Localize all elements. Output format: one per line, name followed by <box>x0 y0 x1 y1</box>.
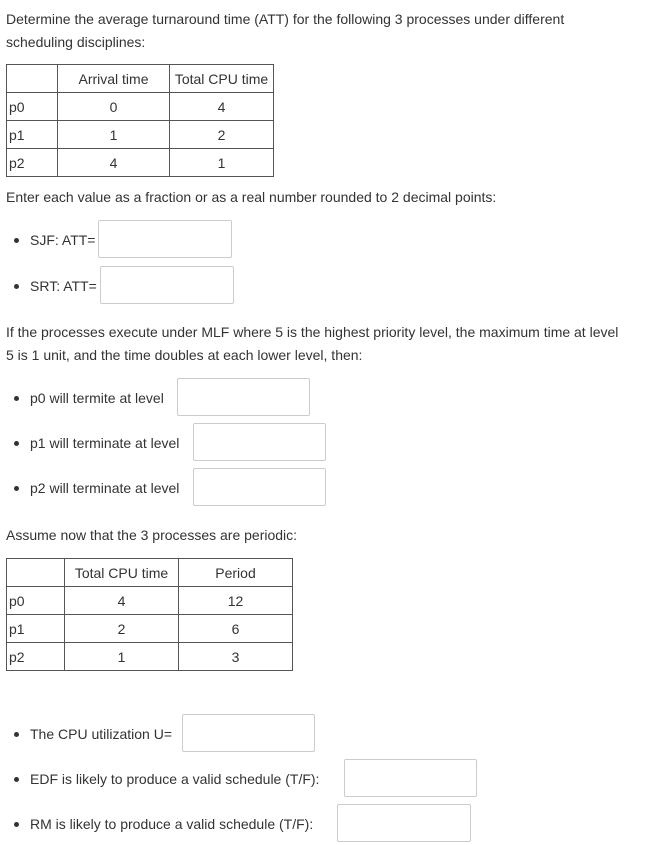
cpu-time-cell: 2 <box>170 121 274 149</box>
cpu-time-cell: 4 <box>170 93 274 121</box>
periodic-table <box>6 558 293 671</box>
bullet-icon <box>14 732 19 737</box>
process-name-cell: p2 <box>7 643 65 671</box>
edf-valid-input[interactable] <box>344 759 477 797</box>
table-row <box>7 587 293 615</box>
intro-line-2: scheduling disciplines: <box>6 34 146 50</box>
process-name-cell: p0 <box>7 587 65 615</box>
table-row <box>7 93 274 121</box>
cpu-time-cell: 1 <box>65 643 179 671</box>
mlf-text <box>6 321 666 367</box>
cpu-time-cell: 1 <box>170 149 274 177</box>
table-header-cell: Period <box>179 559 293 587</box>
arrival-time-cell: 4 <box>58 149 170 177</box>
p2-level-label: p2 will terminate at level <box>30 480 180 496</box>
periodic-intro-text: Assume now that the 3 processes are periodic: <box>6 527 298 543</box>
period-cell: 12 <box>179 587 293 615</box>
cpu-time-cell: 2 <box>65 615 179 643</box>
p0-level-label: p0 will termite at level <box>30 390 164 406</box>
bullet-icon <box>14 238 19 243</box>
table-header-cell: Total CPU time <box>170 65 274 93</box>
table-row <box>7 615 293 643</box>
cpu-utilization-input[interactable] <box>182 714 315 752</box>
bullet-icon <box>14 822 19 827</box>
process-name-cell: p2 <box>7 149 58 177</box>
edf-valid-label: EDF is likely to produce a valid schedule (T/F): <box>30 771 320 787</box>
instruction-text: Enter each value as a fraction or as a real number rounded to 2 decimal points: <box>6 189 497 205</box>
bullet-icon <box>14 441 19 446</box>
sjf-att-input[interactable] <box>98 220 232 258</box>
p1-level-label: p1 will terminate at level <box>30 435 180 451</box>
arrival-time-cell: 1 <box>58 121 170 149</box>
table-header-cell: Total CPU time <box>65 559 179 587</box>
table-header-cell: Arrival time <box>58 65 170 93</box>
period-cell: 6 <box>179 615 293 643</box>
intro-line-1: Determine the average turnaround time (ATT) for the following 3 processes under different <box>6 11 565 27</box>
table-header-row <box>7 65 274 93</box>
rm-valid-label: RM is likely to produce a valid schedule (T/F): <box>30 816 314 832</box>
table-row <box>7 149 274 177</box>
srt-att-label: SRT: ATT= <box>30 278 97 294</box>
mlf-line-1: If the processes execute under MLF where 5 is the highest priority level, the maximum time at level <box>6 324 619 340</box>
cpu-utilization-label: The CPU utilization U= <box>30 726 173 742</box>
p2-level-input[interactable] <box>193 468 326 506</box>
rm-valid-input[interactable] <box>337 804 471 842</box>
p0-level-input[interactable] <box>177 378 310 416</box>
arrival-table <box>6 64 274 177</box>
table-header-row <box>7 559 293 587</box>
cpu-time-cell: 4 <box>65 587 179 615</box>
bullet-icon <box>14 396 19 401</box>
process-name-cell: p1 <box>7 121 58 149</box>
table-header-cell <box>7 559 65 587</box>
sjf-att-label: SJF: ATT= <box>30 232 96 248</box>
bullet-icon <box>14 486 19 491</box>
arrival-time-cell: 0 <box>58 93 170 121</box>
bullet-icon <box>14 284 19 289</box>
period-cell: 3 <box>179 643 293 671</box>
mlf-line-2: 5 is 1 unit, and the time doubles at each lower level, then: <box>6 347 363 363</box>
table-header-cell <box>7 65 58 93</box>
process-name-cell: p0 <box>7 93 58 121</box>
srt-att-input[interactable] <box>100 266 234 304</box>
bullet-icon <box>14 777 19 782</box>
process-name-cell: p1 <box>7 615 65 643</box>
p1-level-input[interactable] <box>193 423 326 461</box>
table-row <box>7 643 293 671</box>
intro-text <box>6 8 666 54</box>
table-row <box>7 121 274 149</box>
